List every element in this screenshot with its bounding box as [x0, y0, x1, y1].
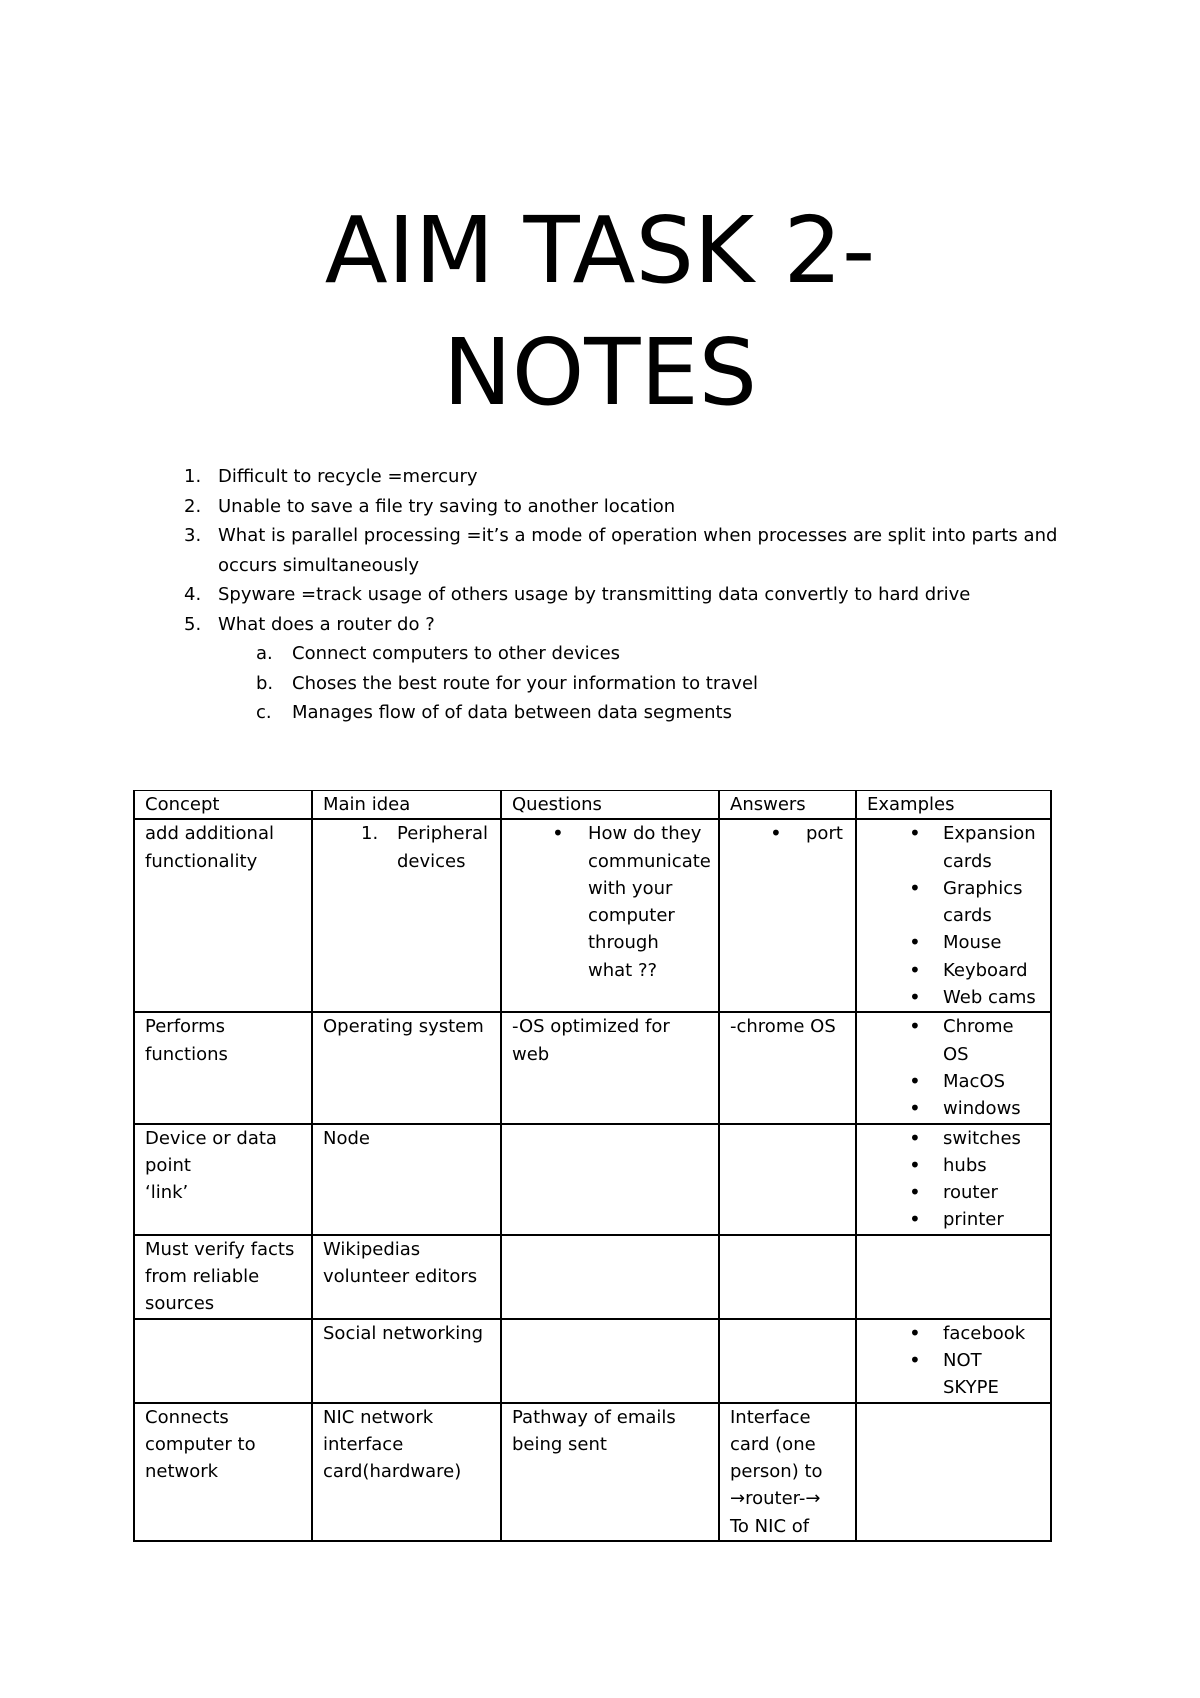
examples-cell	[856, 1403, 1051, 1541]
table-row	[134, 1012, 1051, 1123]
list-item	[170, 580, 1070, 610]
list-number: 4.	[184, 584, 202, 605]
page-title	[0, 190, 1200, 434]
sub-list-letter: c.	[256, 702, 272, 723]
list-item: • facebook	[867, 1320, 1040, 1347]
notes-list	[170, 462, 1070, 728]
list-item: • hubs	[867, 1152, 1040, 1179]
concept-text-line2: ‘link’	[145, 1182, 189, 1204]
main-idea-cell: Operating system	[312, 1012, 501, 1123]
sub-list-item	[170, 639, 1070, 669]
main-idea-cell: Node	[312, 1124, 501, 1235]
sub-list-letter: b.	[256, 672, 274, 694]
notes-table	[133, 790, 1052, 1542]
answers-cell	[719, 1235, 856, 1319]
answers-cell	[719, 1319, 856, 1403]
header-examples: Examples	[856, 791, 1051, 820]
sub-list-text: Manages flow of of data between data segments	[292, 702, 732, 723]
list-text: What does a router do ?	[218, 613, 435, 635]
list-number: 3.	[184, 525, 202, 546]
sub-list-item	[170, 698, 1070, 728]
list-item	[170, 492, 1070, 522]
list-text: Spyware =track usage of others usage by transmitting data convertly to hard drive	[218, 584, 971, 605]
table-row	[134, 1235, 1051, 1319]
list-number: 2.	[184, 495, 202, 517]
questions-cell	[501, 819, 719, 1012]
main-idea-text: Peripheral devices	[397, 823, 489, 872]
header-questions: Questions	[501, 791, 719, 820]
list-item: • NOT SKYPE	[867, 1347, 1040, 1402]
questions-cell	[501, 1319, 719, 1403]
concept-cell	[134, 1124, 312, 1235]
examples-cell	[856, 1235, 1051, 1319]
answers-cell: Interface card (one person) to →router-→ To NIC of	[719, 1403, 856, 1541]
header-concept: Concept	[134, 791, 312, 820]
concept-cell	[134, 1319, 312, 1403]
examples-cell	[856, 819, 1051, 1012]
questions-cell: Pathway of emails being sent	[501, 1403, 719, 1541]
list-item: • Web cams	[867, 984, 1040, 1011]
list-text: Difficult to recycle =mercury	[218, 466, 478, 487]
concept-cell: Performs functions	[134, 1012, 312, 1123]
list-item	[170, 610, 1070, 640]
list-item: • Mouse	[867, 929, 1040, 956]
answers-cell	[719, 819, 856, 1012]
list-item: • Keyboard	[867, 957, 1040, 984]
title-line-1: AIM TASK 2-	[324, 197, 876, 304]
sub-list-letter: a.	[256, 643, 273, 664]
examples-cell	[856, 1012, 1051, 1123]
table-row	[134, 1403, 1051, 1541]
header-answers: Answers	[719, 791, 856, 820]
list-text: Unable to save a file try saving to another location	[218, 495, 676, 517]
table-row	[134, 819, 1051, 1012]
concept-text: Device or data point	[145, 1127, 277, 1176]
list-item: • router	[867, 1179, 1040, 1206]
main-idea-cell: Social networking	[312, 1319, 501, 1403]
list-item: • Expansion cards	[867, 820, 1040, 875]
sub-list-text: Choses the best route for your information to travel	[292, 672, 759, 694]
list-item	[170, 462, 1070, 492]
answers-cell	[719, 1124, 856, 1235]
main-idea-cell: Wikipedias volunteer editors	[312, 1235, 501, 1319]
examples-cell	[856, 1319, 1051, 1403]
main-idea-cell	[312, 819, 501, 1012]
main-idea-cell: NIC network interface card(hardware)	[312, 1403, 501, 1541]
list-item: • Graphics cards	[867, 875, 1040, 930]
title-line-2: NOTES	[443, 319, 757, 426]
list-item: • printer	[867, 1206, 1040, 1233]
questions-cell	[501, 1124, 719, 1235]
list-item: • switches	[867, 1125, 1040, 1152]
list-item: • How do they communicate with your computer through what ??	[512, 820, 708, 984]
table-row	[134, 1124, 1051, 1235]
table-header-row	[134, 791, 1051, 820]
list-item: • windows	[867, 1095, 1040, 1122]
concept-cell: Must verify facts from reliable sources	[134, 1235, 312, 1319]
sub-list-item	[170, 669, 1070, 699]
list-item	[170, 521, 1070, 580]
concept-cell: Connects computer to network	[134, 1403, 312, 1541]
questions-cell	[501, 1235, 719, 1319]
list-item: • port	[730, 820, 845, 847]
main-idea-number: 1.	[361, 823, 379, 845]
questions-cell: -OS optimized for web	[501, 1012, 719, 1123]
table-row	[134, 1319, 1051, 1403]
list-text: What is parallel processing =it’s a mode of operation when processes are split into parts and occurs simultaneously	[218, 525, 1058, 576]
sub-list-text: Connect computers to other devices	[292, 643, 621, 664]
list-item: • MacOS	[867, 1068, 1040, 1095]
list-number: 1.	[184, 466, 202, 487]
list-item: • Chrome OS	[867, 1013, 1040, 1068]
list-number: 5.	[184, 613, 202, 635]
answers-cell: -chrome OS	[719, 1012, 856, 1123]
examples-cell	[856, 1124, 1051, 1235]
header-main-idea: Main idea	[312, 791, 501, 820]
concept-cell: add additional functionality	[134, 819, 312, 1012]
